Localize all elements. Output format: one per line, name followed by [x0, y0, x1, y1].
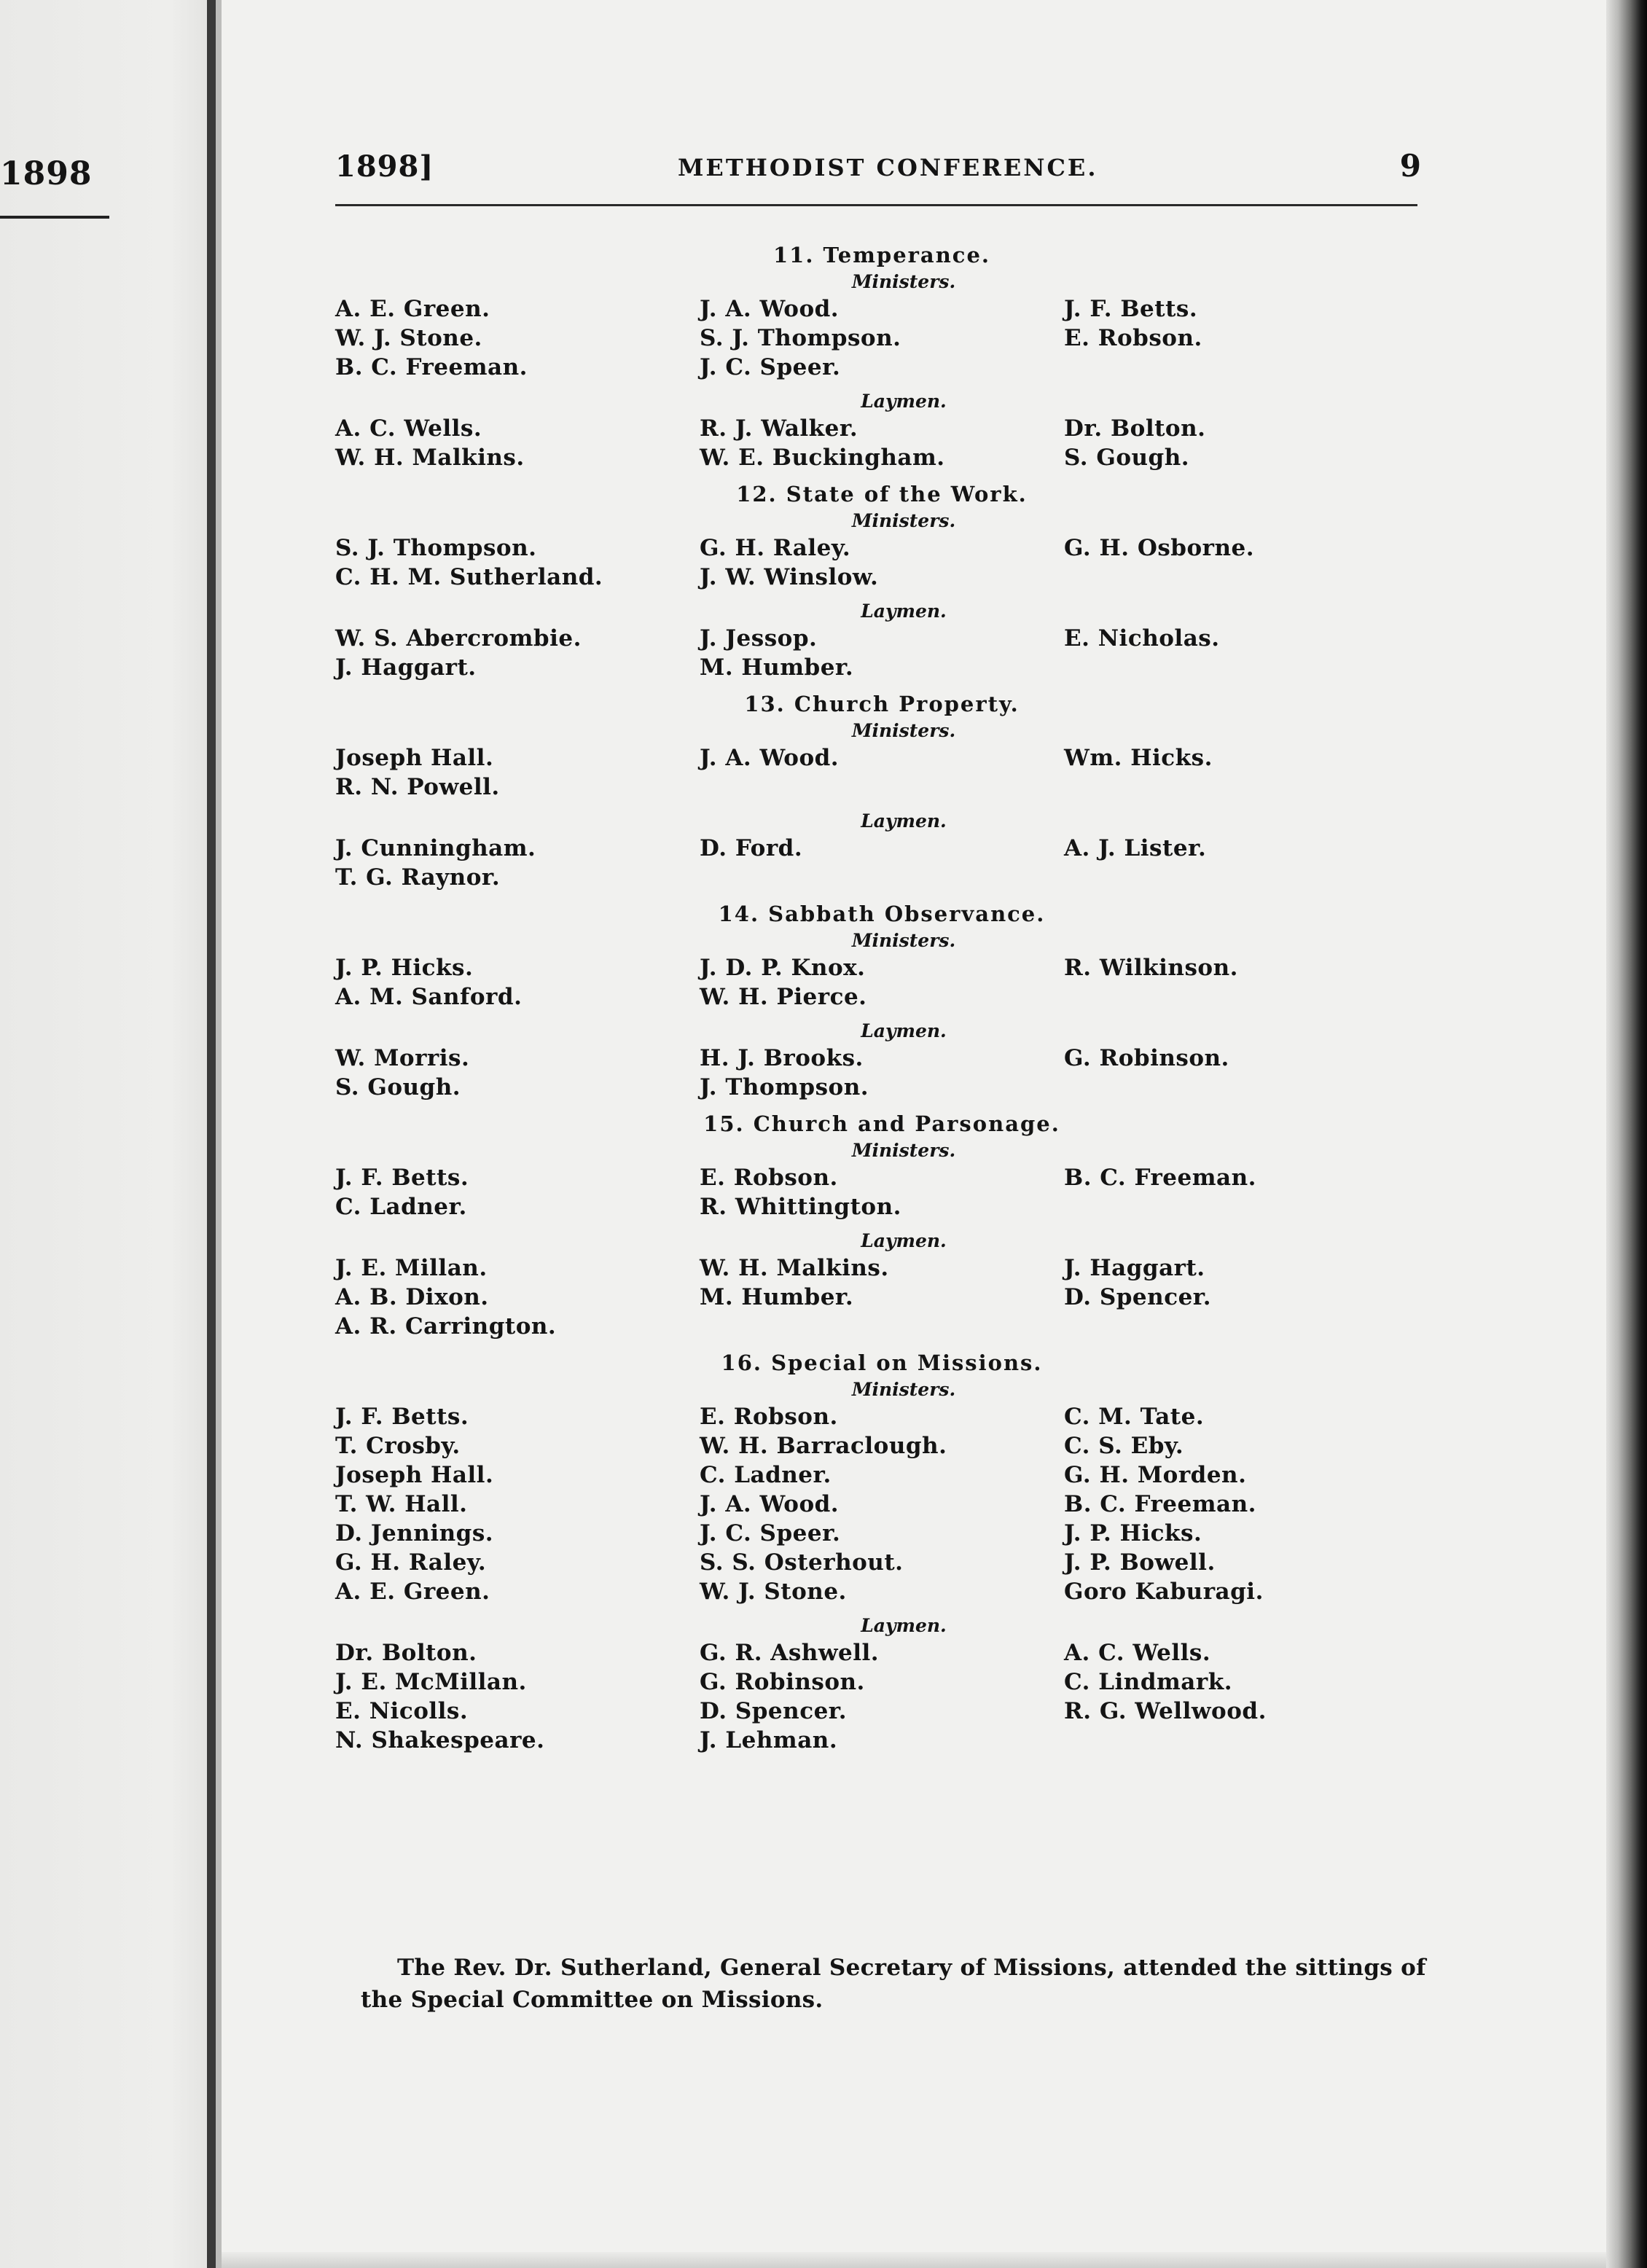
member-name: Wm. Hicks.	[1064, 745, 1213, 771]
member-column	[1064, 294, 1428, 382]
running-head	[335, 149, 1421, 193]
member-name: S. Gough.	[1064, 445, 1190, 471]
committee-section	[335, 241, 1458, 472]
member-name: B. C. Freeman.	[335, 354, 528, 380]
member-name: S. S. Osterhout.	[700, 1549, 904, 1576]
member-name: Joseph Hall.	[335, 745, 494, 771]
member-name: J. A. Wood.	[700, 1491, 840, 1517]
member-name: W. E. Buckingham.	[700, 445, 945, 471]
member-name: C. Ladner.	[335, 1194, 467, 1220]
member-column	[700, 834, 1064, 892]
member-name: Joseph Hall.	[335, 1462, 494, 1488]
member-name: G. Robinson.	[1064, 1045, 1229, 1071]
member-name: J. D. P. Knox.	[700, 955, 866, 981]
member-grid	[335, 1044, 1458, 1102]
role-heading: Ministers.	[851, 1140, 956, 1161]
committee-section	[335, 689, 1458, 892]
committee-title: 16. Special on Missions.	[721, 1350, 1043, 1375]
member-name: J. P. Hicks.	[1064, 1520, 1202, 1546]
header-rule	[335, 204, 1417, 206]
member-column	[335, 414, 700, 472]
member-column	[335, 1402, 700, 1606]
member-name: B. C. Freeman.	[1064, 1491, 1256, 1517]
member-grid	[335, 1402, 1458, 1606]
role-heading: Ministers.	[851, 271, 956, 292]
member-column	[335, 743, 700, 802]
member-name: A. J. Lister.	[1064, 835, 1207, 861]
member-column	[700, 624, 1064, 682]
member-name: J. F. Betts.	[335, 1165, 469, 1191]
page-bottom-edge	[222, 2252, 1606, 2268]
member-name: T. Crosby.	[335, 1433, 461, 1459]
member-name: E. Nicolls.	[335, 1698, 469, 1724]
member-name: W. J. Stone.	[700, 1579, 847, 1605]
committee-title: 14. Sabbath Observance.	[718, 902, 1046, 926]
member-column	[700, 953, 1064, 1012]
binding-gutter-edge	[216, 0, 222, 2268]
member-name: R. G. Wellwood.	[1064, 1698, 1267, 1724]
member-name: D. Spencer.	[1064, 1284, 1212, 1310]
member-column	[1064, 533, 1428, 592]
previous-page-year: 1898	[0, 155, 93, 192]
member-column	[700, 1638, 1064, 1755]
member-name: T. W. Hall.	[335, 1491, 468, 1517]
member-grid	[335, 533, 1458, 592]
member-name: C. S. Eby.	[1064, 1433, 1184, 1459]
member-column	[1064, 953, 1428, 1012]
role-heading: Laymen.	[861, 391, 947, 412]
member-name: C. Lindmark.	[1064, 1669, 1232, 1695]
member-name: W. J. Stone.	[335, 325, 482, 351]
member-name: J. A. Wood.	[700, 745, 840, 771]
member-name: E. Robson.	[700, 1404, 838, 1430]
member-grid	[335, 294, 1458, 382]
member-name: J. A. Wood.	[700, 296, 840, 322]
member-name: E. Robson.	[700, 1165, 838, 1191]
member-name: G. H. Osborne.	[1064, 535, 1255, 561]
member-name: R. N. Powell.	[335, 774, 500, 800]
member-column	[335, 953, 700, 1012]
member-name: E. Nicholas.	[1064, 625, 1220, 652]
committee-section	[335, 899, 1458, 1102]
member-name: W. H. Pierce.	[700, 984, 867, 1010]
committee-title: 13. Church Property.	[744, 692, 1020, 716]
member-column	[335, 533, 700, 592]
member-column	[1064, 1638, 1428, 1755]
member-name: J. C. Speer.	[700, 354, 841, 380]
committee-title: 12. State of the Work.	[736, 482, 1028, 507]
member-column	[335, 1163, 700, 1221]
committee-section	[335, 480, 1458, 682]
member-name: S. J. Thompson.	[335, 535, 537, 561]
member-name: G. H. Raley.	[700, 535, 851, 561]
member-column	[335, 1638, 700, 1755]
member-name: C. Ladner.	[700, 1462, 832, 1488]
role-heading: Ministers.	[851, 930, 956, 951]
missions-note: The Rev. Dr. Sutherland, General Secretary of Missions, attended the sittings of the Special Committee on Missions.	[361, 1955, 1426, 2013]
member-column	[1064, 1254, 1428, 1341]
member-column	[700, 1402, 1064, 1606]
member-column	[700, 1163, 1064, 1221]
member-name: A. C. Wells.	[335, 415, 482, 442]
member-name: E. Robson.	[1064, 325, 1202, 351]
member-name: A. B. Dixon.	[335, 1284, 489, 1310]
member-grid	[335, 1254, 1458, 1341]
member-name: Dr. Bolton.	[335, 1640, 477, 1666]
member-name: J. F. Betts.	[335, 1404, 469, 1430]
member-grid	[335, 1163, 1458, 1221]
member-name: D. Jennings.	[335, 1520, 494, 1546]
member-name: J. Haggart.	[1064, 1255, 1205, 1281]
member-name: T. G. Raynor.	[335, 864, 501, 891]
member-grid	[335, 743, 1458, 802]
member-name: W. H. Barraclough.	[700, 1433, 947, 1459]
header-title: METHODIST CONFERENCE.	[678, 154, 1098, 181]
member-name: D. Spencer.	[700, 1698, 848, 1724]
member-column	[335, 294, 700, 382]
member-column	[335, 1044, 700, 1102]
member-name: M. Humber.	[700, 1284, 854, 1310]
role-heading: Laymen.	[861, 601, 947, 622]
member-column	[700, 1254, 1064, 1341]
member-name: G. R. Ashwell.	[700, 1640, 880, 1666]
member-name: A. E. Green.	[335, 296, 490, 322]
member-name: A. M. Sanford.	[335, 984, 523, 1010]
member-name: J. P. Hicks.	[335, 955, 474, 981]
member-name: J. Jessop.	[700, 625, 818, 652]
member-name: C. M. Tate.	[1064, 1404, 1205, 1430]
committee-title: 11. Temperance.	[772, 243, 991, 267]
member-grid	[335, 953, 1458, 1012]
member-column	[700, 743, 1064, 802]
member-name: J. Lehman.	[700, 1727, 838, 1753]
previous-page-margin	[0, 0, 213, 2268]
member-name: H. J. Brooks.	[700, 1045, 864, 1071]
member-name: C. H. M. Sutherland.	[335, 564, 603, 590]
member-grid	[335, 834, 1458, 892]
committee-list	[335, 241, 1458, 1762]
member-name: J. W. Winslow.	[700, 564, 879, 590]
member-name: J. Haggart.	[335, 654, 477, 681]
member-column	[1064, 743, 1428, 802]
member-name: J. Cunningham.	[335, 835, 536, 861]
member-name: A. R. Carrington.	[335, 1313, 557, 1340]
member-column	[700, 414, 1064, 472]
role-heading: Laymen.	[861, 1615, 947, 1636]
member-name: G. H. Morden.	[1064, 1462, 1247, 1488]
role-heading: Laymen.	[861, 810, 947, 832]
member-column	[1064, 624, 1428, 682]
member-column	[1064, 1044, 1428, 1102]
member-name: J. C. Speer.	[700, 1520, 841, 1546]
member-name: D. Ford.	[700, 835, 803, 861]
member-column	[700, 294, 1064, 382]
member-grid	[335, 1638, 1458, 1755]
member-name: J. F. Betts.	[1064, 296, 1198, 322]
member-name: R. J. Walker.	[700, 415, 858, 442]
member-name: A. E. Green.	[335, 1579, 490, 1605]
member-column	[1064, 834, 1428, 892]
member-grid	[335, 414, 1458, 472]
member-name: M. Humber.	[700, 654, 854, 681]
member-name: J. Thompson.	[700, 1074, 869, 1100]
member-name: G. H. Raley.	[335, 1549, 487, 1576]
member-name: J. E. Millan.	[335, 1255, 488, 1281]
committee-section	[335, 1348, 1458, 1755]
previous-page-rule	[0, 216, 109, 219]
role-heading: Laymen.	[861, 1020, 947, 1041]
member-name: W. H. Malkins.	[700, 1255, 889, 1281]
role-heading: Ministers.	[851, 1379, 956, 1400]
member-name: J. P. Bowell.	[1064, 1549, 1216, 1576]
role-heading: Ministers.	[851, 510, 956, 531]
member-column	[335, 1254, 700, 1341]
member-column	[1064, 414, 1428, 472]
member-name: B. C. Freeman.	[1064, 1165, 1256, 1191]
member-column	[335, 834, 700, 892]
member-name: N. Shakespeare.	[335, 1727, 545, 1753]
member-name: Dr. Bolton.	[1064, 415, 1206, 442]
member-column	[1064, 1402, 1428, 1606]
member-name: A. C. Wells.	[1064, 1640, 1211, 1666]
book-edge-shadow	[1606, 0, 1647, 2268]
member-column	[700, 1044, 1064, 1102]
member-name: Goro Kaburagi.	[1064, 1579, 1264, 1605]
member-name: R. Whittington.	[700, 1194, 901, 1220]
member-name: G. Robinson.	[700, 1669, 865, 1695]
member-name: S. Gough.	[335, 1074, 461, 1100]
member-grid	[335, 624, 1458, 682]
member-column	[1064, 1163, 1428, 1221]
member-name: R. Wilkinson.	[1064, 955, 1238, 981]
role-heading: Laymen.	[861, 1230, 947, 1251]
member-name: J. E. McMillan.	[335, 1669, 527, 1695]
committee-section	[335, 1109, 1458, 1341]
member-name: W. H. Malkins.	[335, 445, 525, 471]
member-column	[335, 624, 700, 682]
member-name: W. S. Abercrombie.	[335, 625, 582, 652]
committee-title: 15. Church and Parsonage.	[703, 1111, 1060, 1136]
role-heading: Ministers.	[851, 720, 956, 741]
member-column	[700, 533, 1064, 592]
binding-gutter	[207, 0, 216, 2268]
member-name: W. Morris.	[335, 1045, 470, 1071]
member-name: S. J. Thompson.	[700, 325, 901, 351]
header-year: 1898]	[335, 149, 434, 184]
page-number: 9	[1399, 148, 1421, 184]
